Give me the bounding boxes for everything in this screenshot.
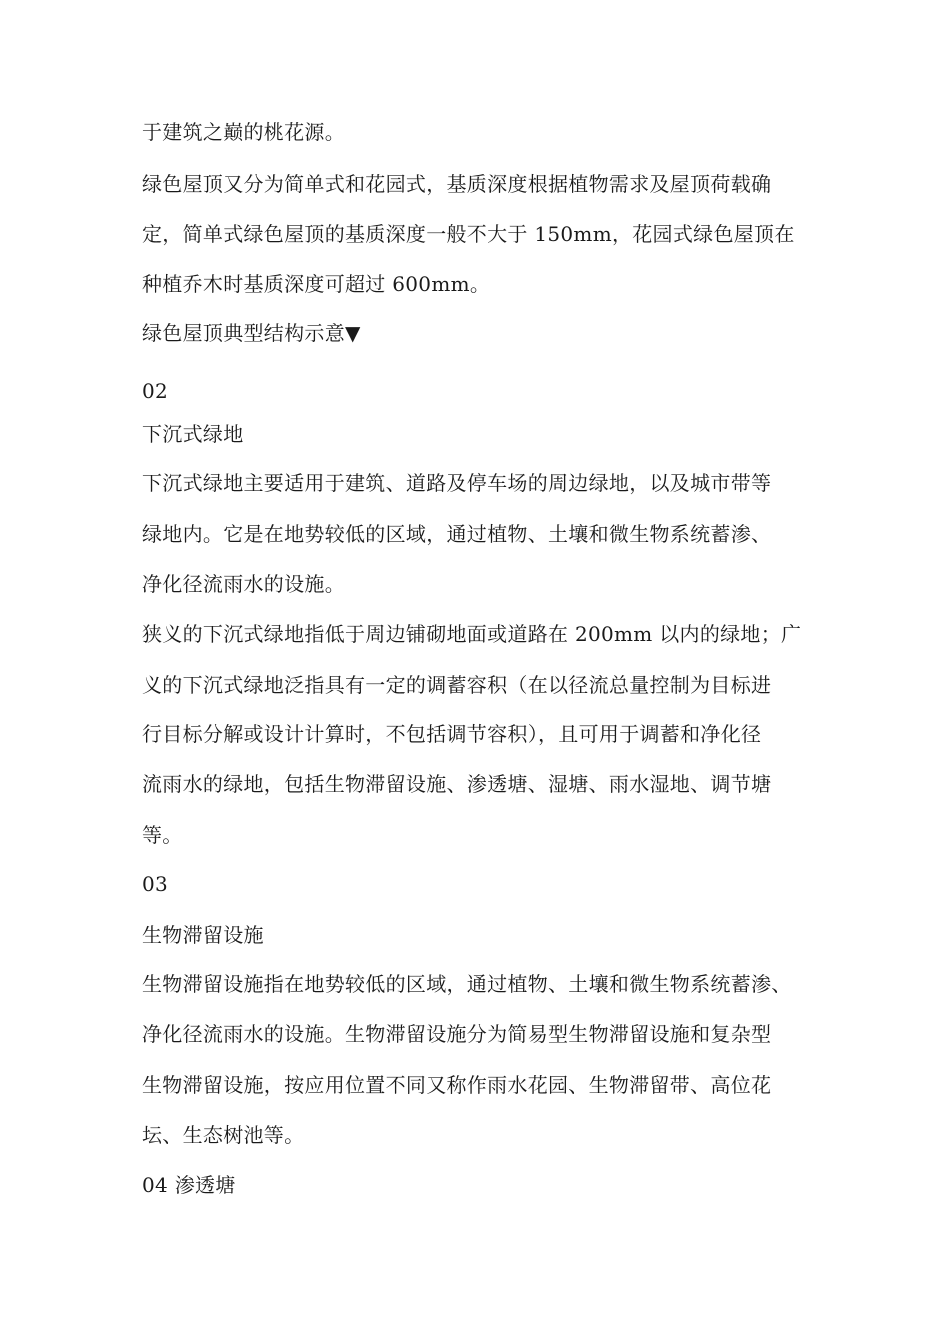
paragraph-line: 绿地内。它是在地势较低的区域，通过植物、土壤和微生物系统蓄渗、: [142, 522, 772, 546]
paragraph-line: 行目标分解或设计计算时，不包括调节容积），且可用于调蓄和净化径: [142, 722, 762, 746]
section-heading: 04 渗透塘: [142, 1173, 236, 1197]
paragraph-line: 净化径流雨水的设施。: [142, 572, 345, 596]
paragraph-line: 绿色屋顶又分为简单式和花园式，基质深度根据植物需求及屋顶荷载确: [142, 172, 772, 196]
paragraph-line: 生物滞留设施指在地势较低的区域，通过植物、土壤和微生物系统蓄渗、: [142, 972, 792, 996]
paragraph-line: 下沉式绿地主要适用于建筑、道路及停车场的周边绿地，以及城市带等: [142, 471, 772, 495]
paragraph-line: 流雨水的绿地，包括生物滞留设施、渗透塘、湿塘、雨水湿地、调节塘: [142, 772, 772, 796]
section-number: 03: [142, 872, 169, 896]
paragraph-line: 义的下沉式绿地泛指具有一定的调蓄容积（在以径流总量控制为目标进: [142, 673, 772, 697]
paragraph-line: 种植乔木时基质深度可超过 600mm。: [142, 272, 491, 296]
paragraph-line: 等。: [142, 823, 183, 847]
paragraph-line: 定，简单式绿色屋顶的基质深度一般不大于 150mm，花园式绿色屋顶在: [142, 222, 795, 246]
paragraph-line: 坛、生态树池等。: [142, 1123, 305, 1147]
paragraph-line: 狭义的下沉式绿地指低于周边铺砌地面或道路在 200mm 以内的绿地；广: [142, 622, 802, 646]
paragraph-line: 生物滞留设施，按应用位置不同又称作雨水花园、生物滞留带、高位花: [142, 1073, 772, 1097]
section-heading: 下沉式绿地: [142, 422, 244, 446]
figure-caption: 绿色屋顶典型结构示意▼: [142, 321, 361, 345]
section-heading: 生物滞留设施: [142, 923, 264, 947]
paragraph-line: 净化径流雨水的设施。生物滞留设施分为简易型生物滞留设施和复杂型: [142, 1022, 772, 1046]
text-line: 于建筑之巅的桃花源。: [142, 120, 345, 144]
section-number: 02: [142, 379, 169, 403]
